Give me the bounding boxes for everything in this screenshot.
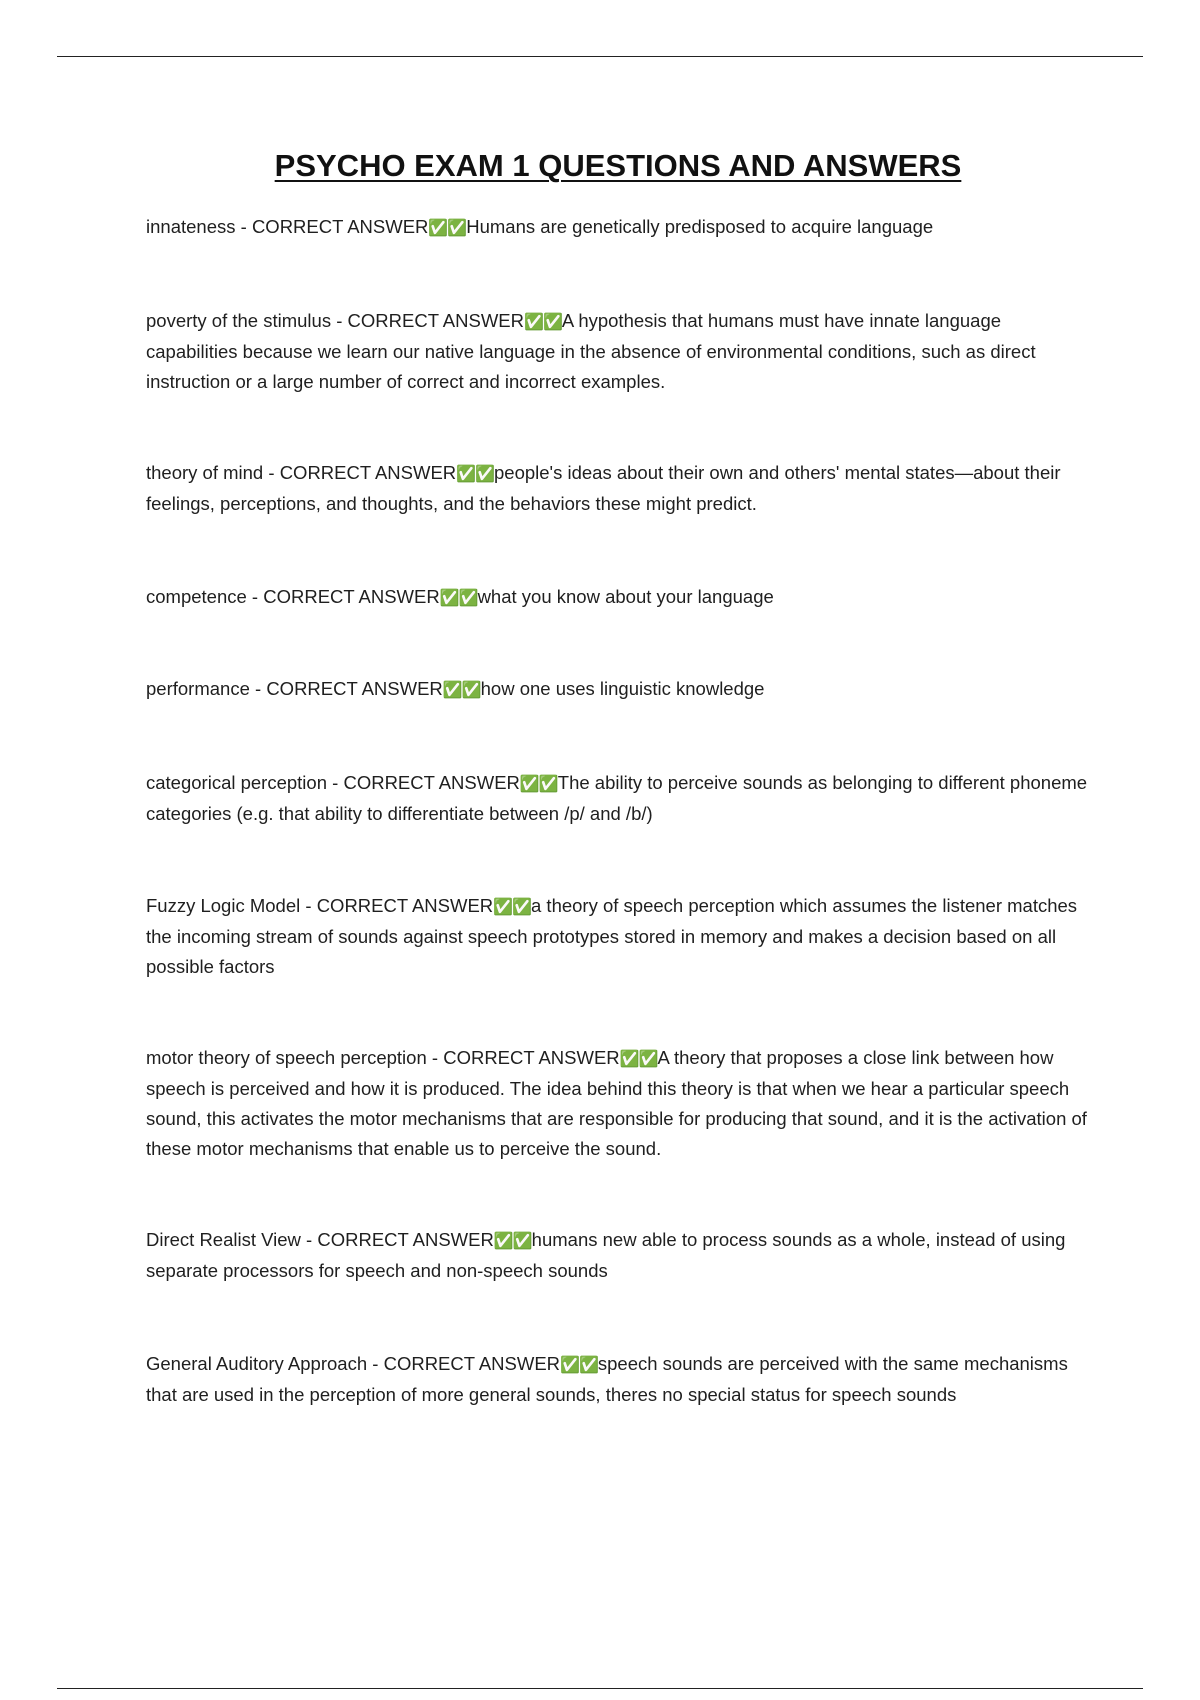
qa-item [146, 306, 1096, 397]
checkmark-icon: ✅✅ [439, 588, 478, 607]
qa-term: General Auditory Approach [146, 1353, 368, 1374]
qa-separator: - [300, 895, 317, 916]
checkmark-icon: ✅✅ [456, 464, 494, 483]
correct-answer-label: CORRECT ANSWER [263, 586, 440, 607]
qa-item [146, 1225, 1096, 1286]
qa-item [146, 768, 1096, 829]
qa-separator: - [235, 216, 252, 237]
qa-separator: - [246, 586, 264, 607]
qa-answer: how one uses linguistic knowledge [480, 678, 765, 699]
correct-answer-label: CORRECT ANSWER [279, 462, 457, 483]
qa-item [146, 1349, 1096, 1410]
checkmark-icon: ✅✅ [524, 312, 562, 331]
qa-item [146, 674, 764, 705]
qa-item [146, 1043, 1096, 1164]
qa-separator: - [263, 462, 280, 483]
top-rule [57, 56, 1143, 57]
qa-separator: - [327, 772, 344, 793]
checkmark-icon: ✅✅ [493, 1231, 532, 1250]
qa-answer: The ability to perceive sounds as belonging to different phoneme categories (e.g. that ability to differentiate between /p/ and /b/) [146, 772, 1088, 824]
qa-term: performance [146, 678, 250, 699]
qa-term: Fuzzy Logic Model [146, 895, 301, 916]
checkmark-icon: ✅✅ [442, 680, 481, 699]
qa-item [146, 582, 774, 613]
page-title: PSYCHO EXAM 1 QUESTIONS AND ANSWERS [274, 148, 962, 183]
qa-term: theory of mind [146, 462, 264, 483]
correct-answer-label: CORRECT ANSWER [383, 1353, 561, 1374]
qa-answer: A theory that proposes a close link between how speech is perceived and how it is produced. The idea behind this theory is that when we hear a particular speech sound, this activates the motor mechanisms that are responsible for producing that sound, and it is the activation of these motor mechanisms that enable us to perceive the sound. [146, 1047, 1087, 1159]
qa-item [146, 212, 933, 243]
correct-answer-label: CORRECT ANSWER [317, 1229, 494, 1250]
qa-term: poverty of the stimulus [146, 310, 332, 331]
qa-separator: - [367, 1353, 384, 1374]
qa-term: motor theory of speech perception [146, 1047, 427, 1068]
qa-term: Direct Realist View [146, 1229, 301, 1250]
correct-answer-label: CORRECT ANSWER [343, 772, 520, 793]
checkmark-icon: ✅✅ [428, 218, 467, 237]
bottom-rule [57, 1688, 1143, 1689]
qa-answer: speech sounds are perceived with the same mechanisms that are used in the perception of more general sounds, theres no special status for speech sounds [146, 1353, 1068, 1405]
qa-term: categorical perception [146, 772, 327, 793]
qa-separator: - [331, 310, 348, 331]
correct-answer-label: CORRECT ANSWER [266, 678, 443, 699]
qa-item [146, 458, 1096, 519]
qa-answer: people's ideas about their own and others' mental states—about their feelings, perceptions, and thoughts, and the behaviors these might predict. [146, 462, 1061, 514]
qa-answer: a theory of speech perception which assumes the listener matches the incoming stream of sounds against speech prototypes stored in memory and makes a decision based on all possible factors [146, 895, 1078, 977]
qa-term: competence [146, 586, 247, 607]
qa-term: innateness [146, 216, 236, 237]
qa-answer: Humans are genetically predisposed to acquire language [466, 216, 934, 237]
qa-answer: humans new able to process sounds as a whole, instead of using separate processors for speech and non-speech sounds [146, 1229, 1066, 1281]
correct-answer-label: CORRECT ANSWER [251, 216, 429, 237]
qa-separator: - [426, 1047, 444, 1068]
checkmark-icon: ✅✅ [493, 897, 531, 916]
qa-separator: - [249, 678, 267, 699]
checkmark-icon: ✅✅ [560, 1355, 598, 1374]
correct-answer-label: CORRECT ANSWER [347, 310, 525, 331]
correct-answer-label: CORRECT ANSWER [316, 895, 494, 916]
qa-separator: - [300, 1229, 318, 1250]
correct-answer-label: CORRECT ANSWER [443, 1047, 620, 1068]
qa-item [146, 891, 1096, 982]
qa-answer: what you know about your language [477, 586, 774, 607]
checkmark-icon: ✅✅ [519, 774, 558, 793]
checkmark-icon: ✅✅ [619, 1049, 658, 1068]
qa-answer: A hypothesis that humans must have innate language capabilities because we learn our native language in the absence of environmental conditions, such as direct instruction or a large number of correct and incorrect examples. [146, 310, 1036, 392]
